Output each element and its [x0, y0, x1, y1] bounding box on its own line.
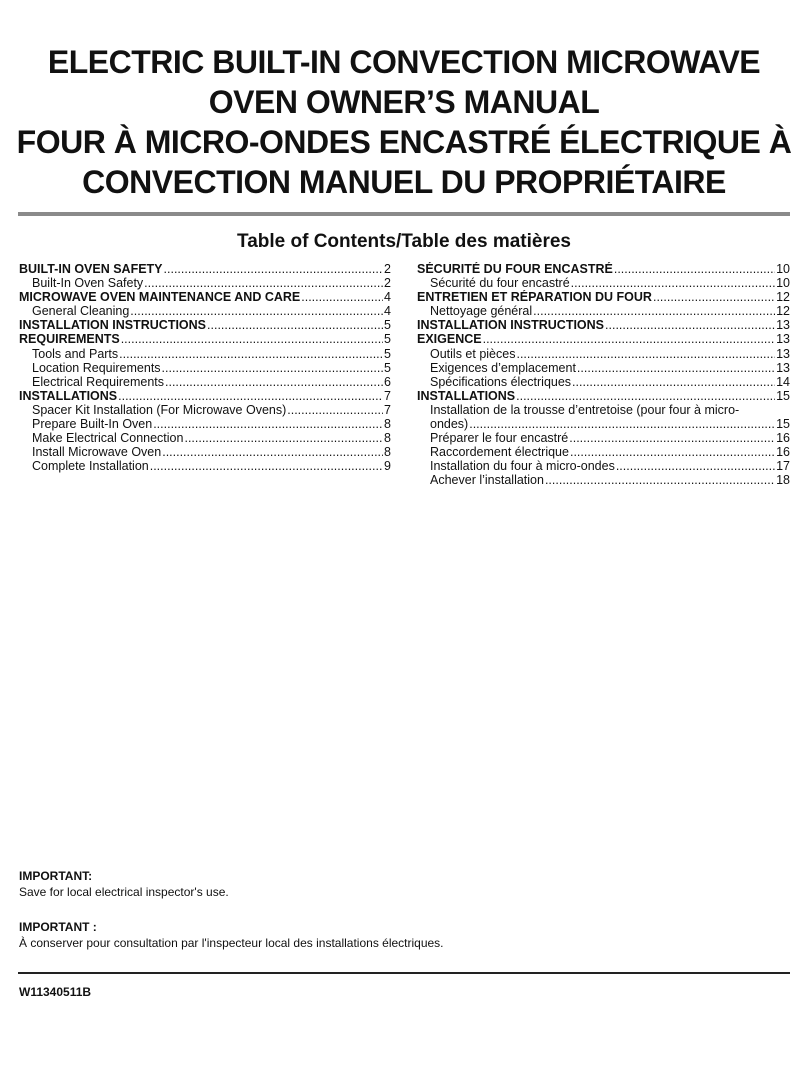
toc-dot-leader: [616, 459, 775, 473]
toc-entry-title: Install Microwave Oven: [32, 445, 162, 460]
toc-entry-title: Nettoyage général: [430, 304, 533, 319]
toc-page-number: 5: [384, 332, 391, 347]
toc-dot-leader: [162, 361, 384, 375]
toc-page-number: 17: [776, 459, 790, 474]
toc-section-entry[interactable]: [19, 262, 391, 276]
toc-entry-title: Spécifications électriques: [430, 374, 572, 389]
toc-dot-leader: [577, 361, 775, 375]
toc-entry-title: Electrical Requirements: [32, 374, 164, 389]
toc-dot-leader: [287, 403, 383, 417]
toc-page-number: 13: [776, 346, 790, 361]
toc-page-number: 8: [384, 431, 391, 446]
toc-subsection-entry[interactable]: [19, 459, 391, 473]
title-divider: [18, 212, 790, 216]
toc-page-number: 5: [384, 318, 391, 333]
toc-dot-leader: [130, 304, 383, 318]
toc-section-entry[interactable]: [417, 290, 790, 304]
toc-dot-leader: [121, 332, 383, 346]
toc-page-number: 4: [384, 290, 391, 305]
toc-page-number: 4: [384, 304, 391, 319]
toc-dot-leader: [570, 445, 775, 459]
toc-subsection-entry[interactable]: [417, 361, 790, 375]
toc-column-french: [417, 262, 790, 488]
toc-entry-title: Outils et pièces: [430, 346, 516, 361]
toc-page-number: 5: [384, 360, 391, 375]
toc-dot-leader: [571, 276, 775, 290]
toc-entry-title: EXIGENCE: [417, 332, 482, 347]
toc-entry-title: Tools and Parts: [32, 346, 119, 361]
toc-page-number: 10: [776, 262, 790, 276]
toc-entry-title: Make Electrical Connection: [32, 431, 184, 446]
toc-column-english: [19, 262, 391, 473]
toc-heading: Table of Contents/Table des matières: [237, 231, 571, 252]
toc-dot-leader: [164, 262, 384, 276]
toc-section-entry[interactable]: [19, 318, 391, 332]
toc-subsection-entry[interactable]: [417, 459, 790, 473]
toc-subsection-entry[interactable]: [417, 304, 790, 318]
toc-subsection-entry[interactable]: [417, 445, 790, 459]
toc-page-number: 12: [776, 290, 790, 305]
toc-dot-leader: [533, 304, 775, 318]
toc-subsection-entry[interactable]: [417, 347, 790, 361]
important-notice-french: [19, 919, 789, 951]
toc-page-number: 7: [384, 402, 391, 417]
toc-dot-leader: [572, 375, 775, 389]
toc-section-entry[interactable]: [417, 318, 790, 332]
toc-dot-leader: [150, 459, 383, 473]
toc-subsection-entry[interactable]: [19, 347, 391, 361]
toc-section-entry[interactable]: [19, 332, 391, 346]
important-notice-english: [19, 868, 789, 900]
title-line: FOUR À MICRO-ONDES ENCASTRÉ ÉLECTRIQUE À: [16, 124, 792, 160]
toc-entry-title: SÉCURITÉ DU FOUR ENCASTRÉ: [417, 262, 613, 276]
toc-subsection-entry[interactable]: [19, 417, 391, 431]
toc-entry-title: Prepare Built-In Oven: [32, 417, 153, 432]
toc-section-entry[interactable]: [417, 389, 790, 403]
toc-dot-leader: [184, 431, 383, 445]
toc-entry-title: INSTALLATION INSTRUCTIONS: [19, 318, 207, 333]
toc-dot-leader: [483, 332, 775, 346]
toc-entry-title: MICROWAVE OVEN MAINTENANCE AND CARE: [19, 290, 301, 305]
toc-dot-leader: [653, 290, 775, 304]
toc-page-number: 15: [776, 388, 790, 403]
toc-subsection-entry[interactable]: [19, 361, 391, 375]
toc-entry-title: Sécurité du four encastré: [430, 276, 570, 291]
toc-entry-title: Exigences d’emplacement: [430, 360, 576, 375]
toc-dot-leader: [165, 375, 383, 389]
toc-entry-title: Achever l’installation: [430, 473, 544, 488]
toc-subsection-entry[interactable]: [19, 403, 391, 417]
toc-section-entry[interactable]: [417, 262, 790, 276]
toc-dot-leader: [118, 389, 383, 403]
toc-entry-title: INSTALLATION INSTRUCTIONS: [417, 318, 605, 333]
title-line: ELECTRIC BUILT-IN CONVECTION MICROWAVE: [47, 44, 761, 80]
toc-page-number: 5: [384, 346, 391, 361]
toc-dot-leader: [162, 445, 383, 459]
toc-subsection-entry[interactable]: [417, 417, 790, 431]
toc-page-number: 9: [384, 459, 391, 474]
footer-divider: [18, 972, 790, 974]
toc-subsection-entry[interactable]: [19, 276, 391, 290]
notice-heading: IMPORTANT:: [19, 869, 93, 883]
toc-page-number: 14: [776, 374, 790, 389]
toc-page-number: 13: [776, 318, 790, 333]
toc-subsection-entry[interactable]: [19, 375, 391, 389]
toc-page-number: 6: [384, 374, 391, 389]
toc-entry-title: Location Requirements: [32, 360, 161, 375]
toc-entry-title: ENTRETIEN ET RÉPARATION DU FOUR: [417, 290, 652, 305]
toc-entry-title: INSTALLATIONS: [417, 388, 516, 403]
toc-subsection-entry[interactable]: [19, 431, 391, 445]
toc-dot-leader: [605, 318, 775, 332]
toc-subsection-entry[interactable]: [417, 375, 790, 389]
toc-entry-title: Complete Installation: [32, 459, 149, 474]
toc-entry-title: BUILT-IN OVEN SAFETY: [19, 262, 163, 276]
notice-body: À conserver pour consultation par l'inspecteur local des installations électriques.: [19, 936, 444, 950]
toc-entry-title: Installation du four à micro-ondes: [430, 459, 615, 474]
toc-page-number: 7: [384, 388, 391, 403]
toc-page-number: 8: [384, 417, 391, 432]
toc-dot-leader: [569, 431, 775, 445]
toc-dot-leader: [545, 473, 775, 487]
toc-page-number: 2: [384, 262, 391, 276]
toc-entry-title: General Cleaning: [32, 304, 130, 319]
toc-entry-title: INSTALLATIONS: [19, 388, 118, 403]
toc-entry-title: REQUIREMENTS: [19, 332, 120, 347]
toc-dot-leader: [153, 417, 383, 431]
toc-page-number: 15: [776, 417, 790, 432]
toc-dot-leader: [469, 417, 775, 431]
title-line: CONVECTION MANUEL DU PROPRIÉTAIRE: [82, 164, 726, 200]
toc-subsection-entry[interactable]: [19, 445, 391, 459]
toc-entry-title: Raccordement électrique: [430, 445, 569, 460]
toc-entry-title: Préparer le four encastré: [430, 431, 569, 446]
toc-dot-leader: [207, 318, 383, 332]
toc-dot-leader: [516, 389, 775, 403]
toc-entry-title: Built-In Oven Safety: [32, 276, 144, 291]
toc-page-number: 16: [776, 445, 790, 460]
notice-heading: IMPORTANT :: [19, 920, 97, 934]
toc-page-number: 13: [776, 360, 790, 375]
toc-page-number: 13: [776, 332, 790, 347]
toc-subsection-entry[interactable]: [19, 304, 391, 318]
toc-dot-leader: [144, 276, 383, 290]
toc-dot-leader: [119, 347, 383, 361]
toc-entry-title: Spacer Kit Installation (For Microwave Ovens): [32, 402, 287, 417]
toc-subsection-entry[interactable]: [417, 276, 790, 290]
toc-page-number: 2: [384, 276, 391, 291]
toc-page-number: 8: [384, 445, 391, 460]
toc-entry-title: ondes): [430, 417, 469, 432]
toc-page-number: 10: [776, 276, 790, 291]
document-title: [10, 42, 798, 202]
toc-dot-leader: [614, 262, 775, 276]
title-line: OVEN OWNER’S MANUAL: [208, 84, 600, 120]
toc-section-entry[interactable]: [19, 389, 391, 403]
toc-dot-leader: [516, 347, 775, 361]
toc-page-number: 16: [776, 431, 790, 446]
toc-subsection-entry[interactable]: [417, 431, 790, 445]
toc-section-entry[interactable]: [19, 290, 391, 304]
part-number: W11340511B: [19, 985, 92, 999]
toc-page-number: 18: [776, 473, 790, 488]
toc-page-number: 12: [776, 304, 790, 319]
notice-body: Save for local electrical inspector's use.: [19, 885, 229, 899]
toc-entry-wrapped[interactable]: Installation de la trousse d’entretoise (pour four à micro-: [430, 402, 740, 417]
toc-dot-leader: [301, 290, 383, 304]
toc-subsection-entry[interactable]: [417, 473, 790, 487]
toc-section-entry[interactable]: [417, 332, 790, 346]
